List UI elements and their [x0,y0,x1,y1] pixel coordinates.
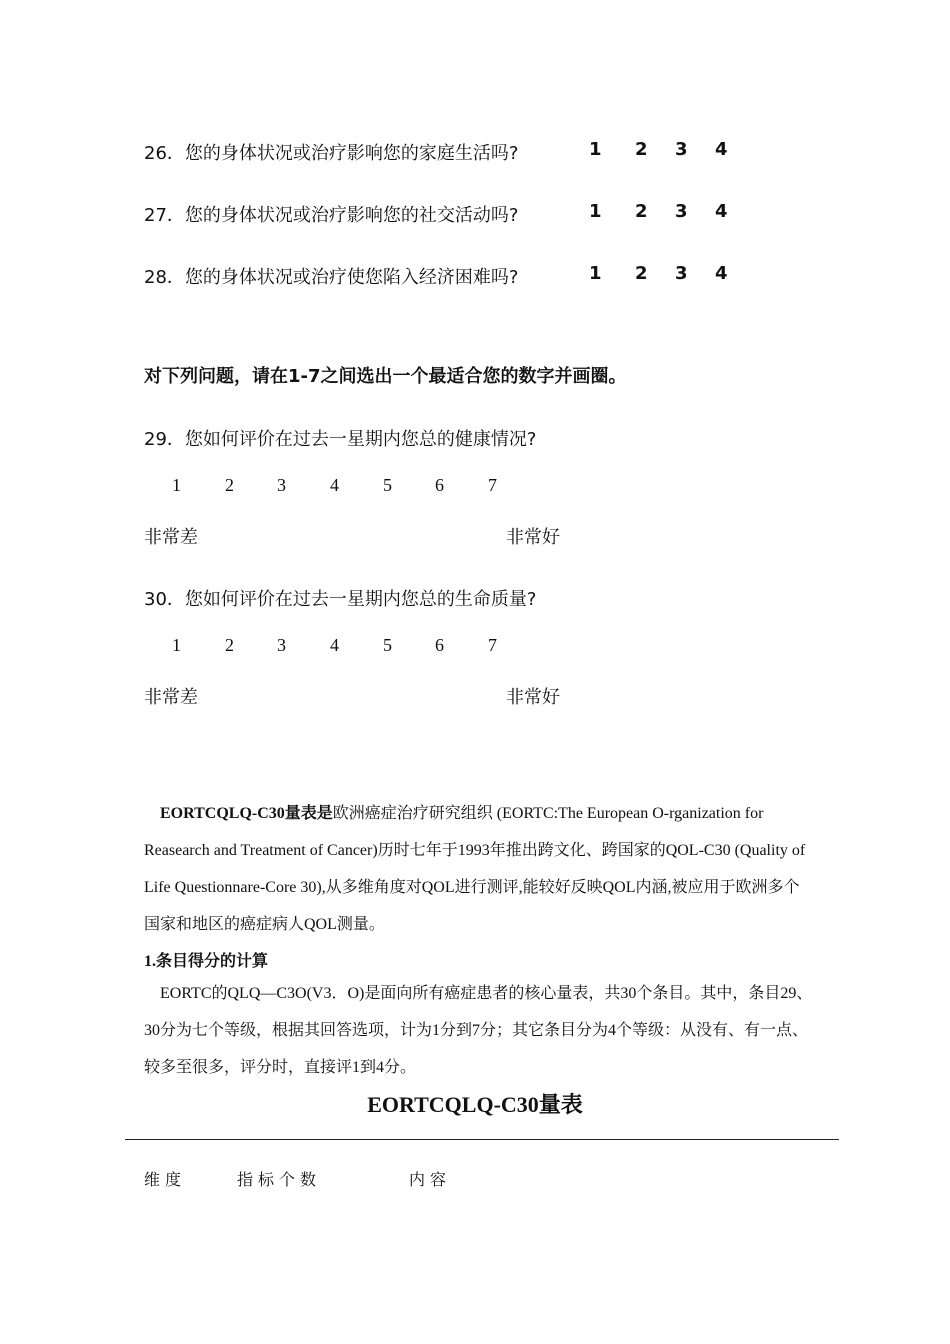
instruction-text: 对下列问题，请在1-7之间选出一个最适合您的数字并画圈。 [144,366,627,387]
table-header-count: 指标个数 [237,1172,322,1189]
q27-option-4[interactable]: 4 [715,201,728,222]
q27-option-1[interactable]: 1 [589,201,602,222]
q30-option-4[interactable]: 4 [330,635,339,655]
q26-option-2[interactable]: 2 [635,139,648,160]
question-29: 29．您如何评价在过去一星期内您总的健康情况? [144,429,537,450]
question-27: 27．您的身体状况或治疗影响您的社交活动吗? [144,205,519,226]
question-30: 30．您如何评价在过去一星期内您总的生命质量? [144,589,537,610]
q29-option-4[interactable]: 4 [330,475,339,495]
section-paragraph [144,975,814,1086]
section-heading: 1.条目得分的计算 [144,953,269,970]
q29-low-label: 非常差 [144,527,198,548]
q30-option-3[interactable]: 3 [277,635,286,655]
q29-high-label: 非常好 [506,527,560,548]
q28-option-2[interactable]: 2 [635,263,648,284]
q28-option-3[interactable]: 3 [675,263,688,284]
q30-option-1[interactable]: 1 [172,635,181,655]
question-28: 28．您的身体状况或治疗使您陷入经济困难吗? [144,267,519,288]
question-26: 26．您的身体状况或治疗影响您的家庭生活吗? [144,143,519,164]
q29-option-3[interactable]: 3 [277,475,286,495]
q30-option-6[interactable]: 6 [435,635,444,655]
q29-option-6[interactable]: 6 [435,475,444,495]
q29-option-1[interactable]: 1 [172,475,181,495]
q26-option-4[interactable]: 4 [715,139,728,160]
table-header-content: 内容 [409,1172,452,1189]
q29-option-7[interactable]: 7 [488,475,497,495]
q28-option-1[interactable]: 1 [589,263,602,284]
q29-option-2[interactable]: 2 [225,475,234,495]
section-text: EORTC的QLQ—C3O(V3．O)是面向所有癌症患者的核心量表，共30个条目。其中，条目29、30分为七个等级，根据其回答选项，计为1分到7分；其它条目分为4个等级：从没有、有一点、较多至很多，评分时，直接评1到4分。 [144,985,813,1076]
q29-option-5[interactable]: 5 [383,475,392,495]
q27-option-2[interactable]: 2 [635,201,648,222]
intro-paragraph [144,795,814,943]
q30-option-2[interactable]: 2 [225,635,234,655]
table-header-dimension: 维度 [144,1172,187,1189]
q30-option-5[interactable]: 5 [383,635,392,655]
intro-text: 欧洲癌症治疗研究组织 (EORTC:The European O-rganization for Reasearch and Treatment of Cancer)历时七年于1993年推出跨文化、跨国家的QOL-C30 (Quality of Life Questionnare-Core 30),从多维角度对QOL进行测评,能较好反映QOL内涵,被应用于欧洲多个国家和地区的癌症病人QOL测量。 [144,805,806,933]
q27-option-3[interactable]: 3 [675,201,688,222]
q30-low-label: 非常差 [144,687,198,708]
table-top-rule [125,1139,839,1140]
q30-high-label: 非常好 [506,687,560,708]
table-title: EORTCQLQ-C30量表 [367,1092,583,1117]
intro-bold-lead: EORTCQLQ-C30量表是 [160,805,333,822]
q28-option-4[interactable]: 4 [715,263,728,284]
q26-option-3[interactable]: 3 [675,139,688,160]
q26-option-1[interactable]: 1 [589,139,602,160]
q30-option-7[interactable]: 7 [488,635,497,655]
